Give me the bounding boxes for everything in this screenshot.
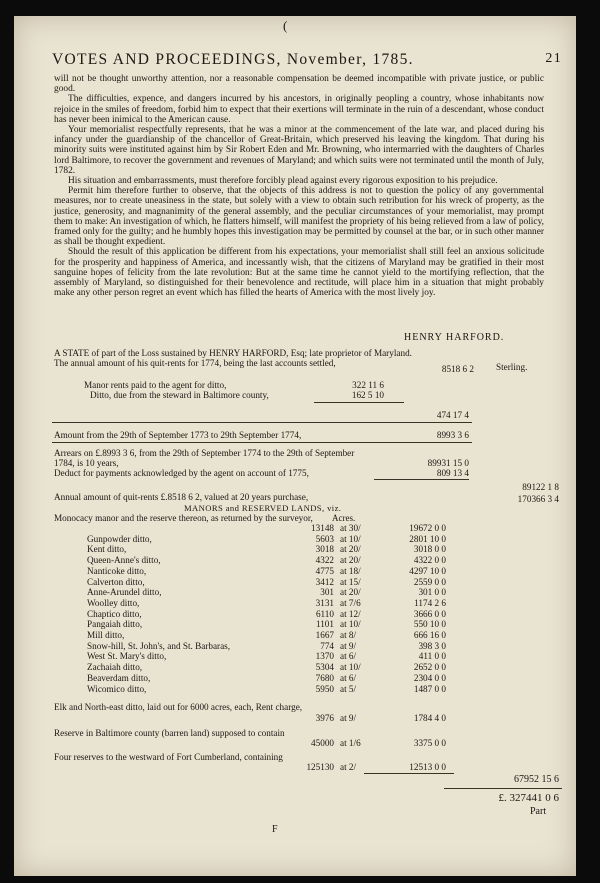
manor-value: 550 10 0 [413,619,446,629]
manor-acres: 5304 [315,662,334,672]
paragraph: The difficulties, expence, and dangers incurred by his ancestors, in originally peopling a country, whose inhabitants now rejoice in the smiles of freedom, forbid him to expect that their exertions will terminate in the ruin of a descendant, whose conduct has never been inimical to the American cause. [54,94,544,125]
manor-rate: at 20/ [340,555,361,565]
deduct-value: 809 13 4 [436,468,469,478]
manor-rate: at 12/ [340,609,361,619]
manor-value: 2652 0 0 [413,662,446,672]
elk-acres: 3976 [315,713,334,723]
paragraph: will not be thought unworthy attention, nor a reasonable compensation be deemed incompatible with private justice, or public good. [54,74,544,95]
manors-total-value: 67952 15 6 [514,774,559,785]
catchword: Part [530,806,547,817]
deduct-label: Deduct for payments acknowledged by the agent on account of 1775, [54,468,309,478]
manor-name: Queen-Anne's ditto, [87,555,161,565]
arrears-net-value: 89122 1 8 [522,482,559,492]
manor-acres: 3412 [315,577,334,587]
scan-mark: ( [283,18,288,33]
manor-rate: at 20/ [340,544,361,554]
western-label: Four reserves to the westward of Fort Cumberland, containing [54,752,283,762]
quit-rent-value: 8518 6 2 [441,364,474,374]
manor-rate: at 8/ [340,630,357,640]
paragraph: Should the result of this application be different from his expectations, your memorialist shall still feel an anxious solicitude for the prosperity and happiness of America, and incessantly wish, that the citizens of Maryland may be gratified in their most sanguine hopes of felicity from the late revolution: But at the same time he cannot yield to the mortifying reflection, that the assembly of Maryland, so distinguished for their benevolence and rectitude, will place him in a situation that might probably make any other person regret an event which has filled the hearts of America with the most lively joy. [54,247,544,299]
manor-value: 1174 2 6 [414,598,446,608]
western-rate: at 2/ [340,762,357,772]
signature: HENRY HARFORD. [404,332,505,343]
paragraph: His situation and embarrassments, must therefore forcibly plead against every rigorous exposition to his prejudice. [68,176,498,187]
elk-rate: at 9/ [340,713,357,723]
manor-rate: at 9/ [340,641,357,651]
western-acres: 125130 [306,762,334,772]
signature-mark: F [272,824,278,835]
page-number: 21 [545,51,562,66]
arrears-label: Arrears on £.8993 3 6, from the 29th of September 1774 to the 29th of September 1784, is 10 years, [54,448,355,468]
manor-acres: 5603 [315,534,334,544]
manor-rate: at 15/ [340,577,361,587]
manor-value: 19672 0 0 [409,523,446,533]
loss-statement [14,16,576,876]
manor-acres: 4775 [315,566,334,576]
manor-name: Wicomico ditto, [87,684,147,694]
rule [444,788,562,789]
manor-name: Kent ditto, [87,544,127,554]
manor-rate: at 6/ [340,673,357,683]
document-page [14,16,576,876]
reserve-acres: 45000 [311,738,334,748]
quit-rent-label: The annual amount of his quit-rents for 1774, being the last accounts settled, [54,358,336,368]
manor-acres: 301 [320,587,334,597]
manor-name: Nanticoke ditto, [87,566,147,576]
statement-heading: A STATE of part of the Loss sustained by HENRY HARFORD, Esq; late proprietor of Maryland. [54,348,412,358]
manor-value: 411 0 0 [418,651,446,661]
manor-name: Woolley ditto, [87,598,140,608]
rule [364,773,454,774]
manor-acres: 4322 [315,555,334,565]
manor-value: 2559 0 0 [413,577,446,587]
manor-acres: 5950 [315,684,334,694]
amount-label: Amount from the 29th of September 1773 to 29th September 1774, [54,430,302,440]
manor-acres: 3131 [315,598,334,608]
manor-acres: 1667 [315,630,334,640]
manor-rate: at 7/6 [340,598,361,608]
manor-value: 666 16 0 [413,630,446,640]
manor-value: 3018 0 0 [413,544,446,554]
manor-name: Chaptico ditto, [87,609,142,619]
manor-rate: at 6/ [340,651,357,661]
manor-rate: at 10/ [340,534,361,544]
steward-value: 162 5 10 [351,390,384,400]
acres-heading: Acres. [332,513,356,523]
manor-value: 4297 10 0 [409,566,446,576]
paragraph: Your memorialist respectfully represents, that he was a minor at the commencement of the late war, and placed during his infancy under the guardianship of the chancellor of Great-Britain, which preserved his leaving the kingdom. That during his minority suits were instituted against him by Sir Robert Eden and Mr. Browning, who intermarried with the daughters of Charles lord Baltimore, to recover the government and revenues of Maryland; and which suits were not terminated until the month of July, 1782. [54,125,544,176]
monocacy-label: Monocacy manor and the reserve thereon, as returned by the surveyor, [54,513,313,523]
manor-value: 301 0 0 [418,587,446,597]
paragraph: Permit him therefore further to observe, that the objects of this address is not to question the policy of any governmental measures, nor to create uneasiness in the state, but solely with a view to obtain such retribution for his wreck of property, as the justice, generosity, and magnanimity of the general assembly, and the peculiar circumstances of your memorialist, may prompt them to make: An investigation of which, he flatters himself, will manifest the propriety of his being relieved from a law of policy, framed only for the guilty; and he humbly hopes this investigation may be permitted by counsel at the bar, or in such other manner as shall be thought expedient. [54,186,544,248]
manor-acres: 6110 [315,609,334,619]
manor-rents-value: 322 11 6 [352,380,384,390]
header-month: November, [286,51,368,68]
sterling-label: Sterling. [496,362,528,372]
manor-name: Pangaiah ditto, [87,619,143,629]
manor-rate: at 10/ [340,619,361,629]
manor-acres: 774 [320,641,334,651]
manor-name: Calverton ditto, [87,577,145,587]
manor-value: 2801 10 0 [409,534,446,544]
manor-acres: 3018 [315,544,334,554]
grand-total-value: £. 327441 0 6 [498,792,559,804]
manor-value: 1487 0 0 [413,684,446,694]
manor-rate: at 20/ [340,587,361,597]
manor-rate: at 18/ [340,566,361,576]
manor-name: Mill ditto, [87,630,125,640]
elk-label: Elk and North-east ditto, laid out for 6000 acres, each, Rent charge, [54,702,303,712]
manor-name: West St. Mary's ditto, [87,651,167,661]
subtotal-value: 474 17 4 [436,410,469,420]
manors-heading: MANORS and RESERVED LANDS, viz. [184,503,342,513]
elk-value: 1784 4 0 [413,713,446,723]
manor-rate: at 10/ [340,662,361,672]
reserve-rate: at 1/6 [340,738,361,748]
amount-value: 8993 3 6 [436,430,469,440]
manor-acres: 1101 [315,619,334,629]
manor-acres: 1370 [315,651,334,661]
manor-value: 4322 0 0 [413,555,446,565]
manor-acres: 7680 [315,673,334,683]
manor-value: 3666 0 0 [413,609,446,619]
arrears-value: 89931 15 0 [427,458,469,468]
manor-name: Anne-Arundel ditto, [87,587,162,597]
annual-value: 170366 3 4 [517,494,559,504]
header-year: 1785. [372,51,414,68]
manor-rate: at 30/ [340,523,361,533]
steward-label: Ditto, due from the steward in Baltimore county, [90,390,269,400]
manor-name: Snow-hill, St. John's, and St. Barbaras, [87,641,231,651]
manor-acres: 13148 [311,523,334,533]
reserve-value: 3375 0 0 [413,738,446,748]
manor-name: Zachaiah ditto, [87,662,143,672]
reserve-label: Reserve in Baltimore county (barren land) supposed to contain [54,728,285,738]
manor-name: Beaverdam ditto, [87,673,151,683]
header-title: VOTES AND PROCEEDINGS, [52,51,282,68]
manor-value: 398 3 0 [418,641,446,651]
western-value: 12513 0 0 [409,762,446,772]
manor-rents-label: Manor rents paid to the agent for ditto, [84,380,227,390]
manor-rate: at 5/ [340,684,357,694]
manor-value: 2304 0 0 [413,673,446,683]
manor-name: Gunpowder ditto, [87,534,152,544]
annual-label: Annual amount of quit-rents £.8518 6 2, valued at 20 years purchase, [54,492,309,502]
